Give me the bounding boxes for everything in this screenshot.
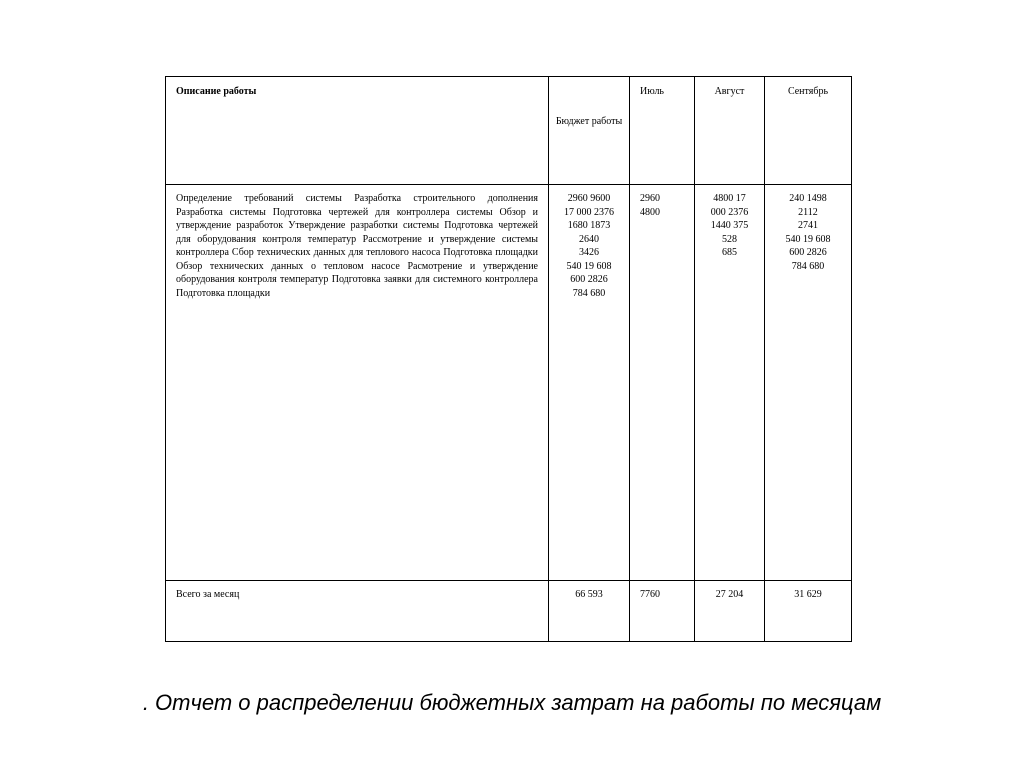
header-description-label: Описание работы <box>176 86 257 97</box>
total-label: Всего за месяц <box>176 589 240 600</box>
body-cell-budget <box>549 185 630 581</box>
july-values: 2960 4800 <box>640 193 660 218</box>
header-august-label: Август <box>714 86 745 97</box>
header-cell-august <box>695 77 765 185</box>
total-cell-august <box>695 581 765 642</box>
table-total-row <box>166 581 852 642</box>
total-july-value: 7760 <box>640 589 660 600</box>
body-cell-july <box>630 185 695 581</box>
total-august-value: 27 204 <box>715 589 744 600</box>
header-cell-budget <box>549 77 630 185</box>
total-cell-july <box>630 581 695 642</box>
header-cell-description <box>166 77 549 185</box>
body-cell-description <box>166 185 549 581</box>
header-budget-label: Бюджет работы <box>555 116 623 127</box>
total-cell-budget <box>549 581 630 642</box>
header-july-label: Июль <box>640 86 664 97</box>
body-cell-august <box>695 185 765 581</box>
total-budget-value: 66 593 <box>575 589 603 600</box>
september-values: 240 1498 2112 2741 540 19 608 600 2826 784 680 <box>785 193 831 272</box>
budget-table <box>165 76 852 642</box>
total-cell-september <box>765 581 852 642</box>
slide-caption: . Отчет о распределении бюджетных затрат на работы по месяцам <box>142 690 882 715</box>
header-cell-july <box>630 77 695 185</box>
header-cell-september <box>765 77 852 185</box>
budget-values: 2960 9600 17 000 2376 1680 1873 2640 3426 540 19 608 600 2826 784 680 <box>564 193 614 299</box>
total-september-value: 31 629 <box>794 589 822 600</box>
header-september-label: Сентябрь <box>787 86 829 97</box>
table-header-row <box>166 77 852 185</box>
august-values: 4800 17 000 2376 1440 375 528 685 <box>710 193 749 258</box>
work-description-text: Определение требований системы Разработка строительного дополнения Разработка системы Подготовка чертежей для контроллера системы Обзор и утверждение разработок Утверждение разработки системы Подготовка чертежей для оборудования контроля температур Рассмотрение и утверждение системы контроллера Сбор технических данных для теплового насоса Подготовка площадки Обзор технических данных о тепловом насосе Расмотрение и утверждение оборудования контроля температур Подготовка заявки для системного контроллера Подготовка площадки <box>176 193 538 299</box>
body-cell-september <box>765 185 852 581</box>
total-cell-label <box>166 581 549 642</box>
table-row <box>166 185 852 581</box>
